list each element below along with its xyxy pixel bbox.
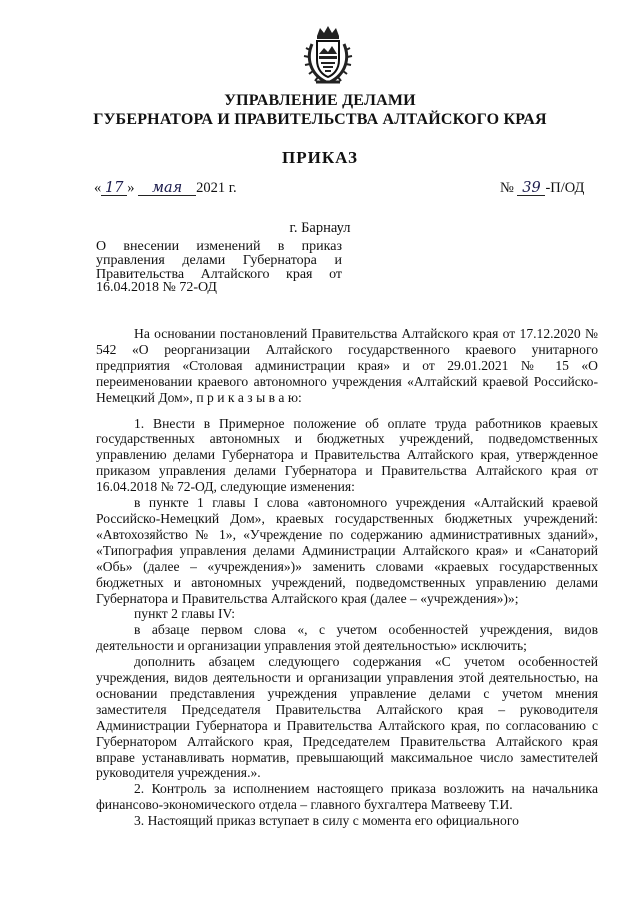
subject-line: управления делами Губернатора и: [96, 252, 342, 268]
clause-1-change-3: дополнить абзацем следующего содержания «С учетом особенностей учреждения, видов деятельности и организации управления этой деятельностью, на основании представления учреждения управление делами с учетом мнения заместителя Председателя Правительства Алтайского края – руководителя Администрации Губернатора и Правительства Алтайского края, по согласованию с Губернатором Алтайского края, Председателем Правительства Алтайского края вправе устанавливать норматив, превышающий максимальное число заместителей руководителя учреждения.».: [96, 654, 598, 781]
handwritten-month: мая: [138, 181, 196, 196]
subject-line: О внесении изменений в приказ: [96, 239, 342, 254]
document-type-title: ПРИКАЗ: [282, 148, 358, 167]
order-number: [500, 180, 584, 197]
organization-name-line2: ГУБЕРНАТОРА И ПРАВИТЕЛЬСТВА АЛТАЙСКОГО КРАЯ: [93, 111, 547, 128]
date-year: 2021 г.: [196, 180, 237, 196]
clause-3-paragraph: 3. Настоящий приказ вступает в силу с момента его официального: [134, 813, 519, 829]
city-name: г. Барнаул: [289, 220, 351, 236]
handwritten-day: 17: [101, 181, 127, 196]
order-body: [96, 326, 598, 829]
handwritten-number: 39: [517, 181, 545, 196]
number-suffix: -П/ОД: [545, 180, 585, 196]
clause-1-change-2: в абзаце первом слова «, с учетом особенностей учреждения, видов деятельности и организации управления этой деятельностью» исключить;: [96, 622, 598, 654]
organization-name-line1: УПРАВЛЕНИЕ ДЕЛАМИ: [224, 92, 416, 109]
subject-line: Правительства Алтайского края от: [96, 266, 342, 282]
clause-1-point-2: пункт 2 главы IV:: [134, 606, 236, 622]
number-prefix: №: [500, 180, 514, 196]
subject-line: 16.04.2018 № 72-ОД: [96, 280, 217, 296]
clause-2-paragraph: 2. Контроль за исполнением настоящего приказа возложить на начальника финансово-экономического отдела – главного бухгалтера Матвееву Т.И.: [96, 781, 598, 813]
clause-1-change-1: в пункте 1 главы I слова «автономного учреждения «Алтайский краевой Российско-Немецкий Дом», краевых государственных бюджетных учреждений: «Автохозяйство № 1», «Учреждение по содержанию административных зданий», «Типография управления делами Администрации Алтайского края» и «Санаторий «Обь» (далее – «учреждения»)» заменить словами «краевых государственных бюджетных и автономных учреждений, подведомственных управлению делами Губернатора и Правительства Алтайского края (далее – «учреждения»)»;: [96, 495, 598, 606]
order-subject: [96, 240, 342, 295]
clause-1-paragraph: 1. Внести в Примерное положение об оплате труда работников краевых государственных автономных и бюджетных учреждений, подведомственных управлению делами Губернатора и Правительства Алтайского края, утвержденное приказом управления делами Губернатора и Правительства Алтайского края от 16.04.2018 № 72-ОД, следующие изменения:: [96, 415, 598, 495]
preamble-paragraph: На основании постановлений Правительства Алтайского края от 17.12.2020 № 542 «О реорганизации Алтайского государственного краевого унитарного предприятия «Столовая администрации края» и от 29.01.2021 № 15 «О переименовании краевого автономного учреждения «Алтайский краевой Российско-Немецкий Дом», п р и к а з ы в а ю:: [96, 326, 598, 405]
date-close-quote: »: [127, 180, 135, 196]
altai-coat-of-arms-icon: [302, 24, 354, 88]
order-date: [94, 180, 237, 197]
date-open-quote: «: [94, 180, 102, 196]
